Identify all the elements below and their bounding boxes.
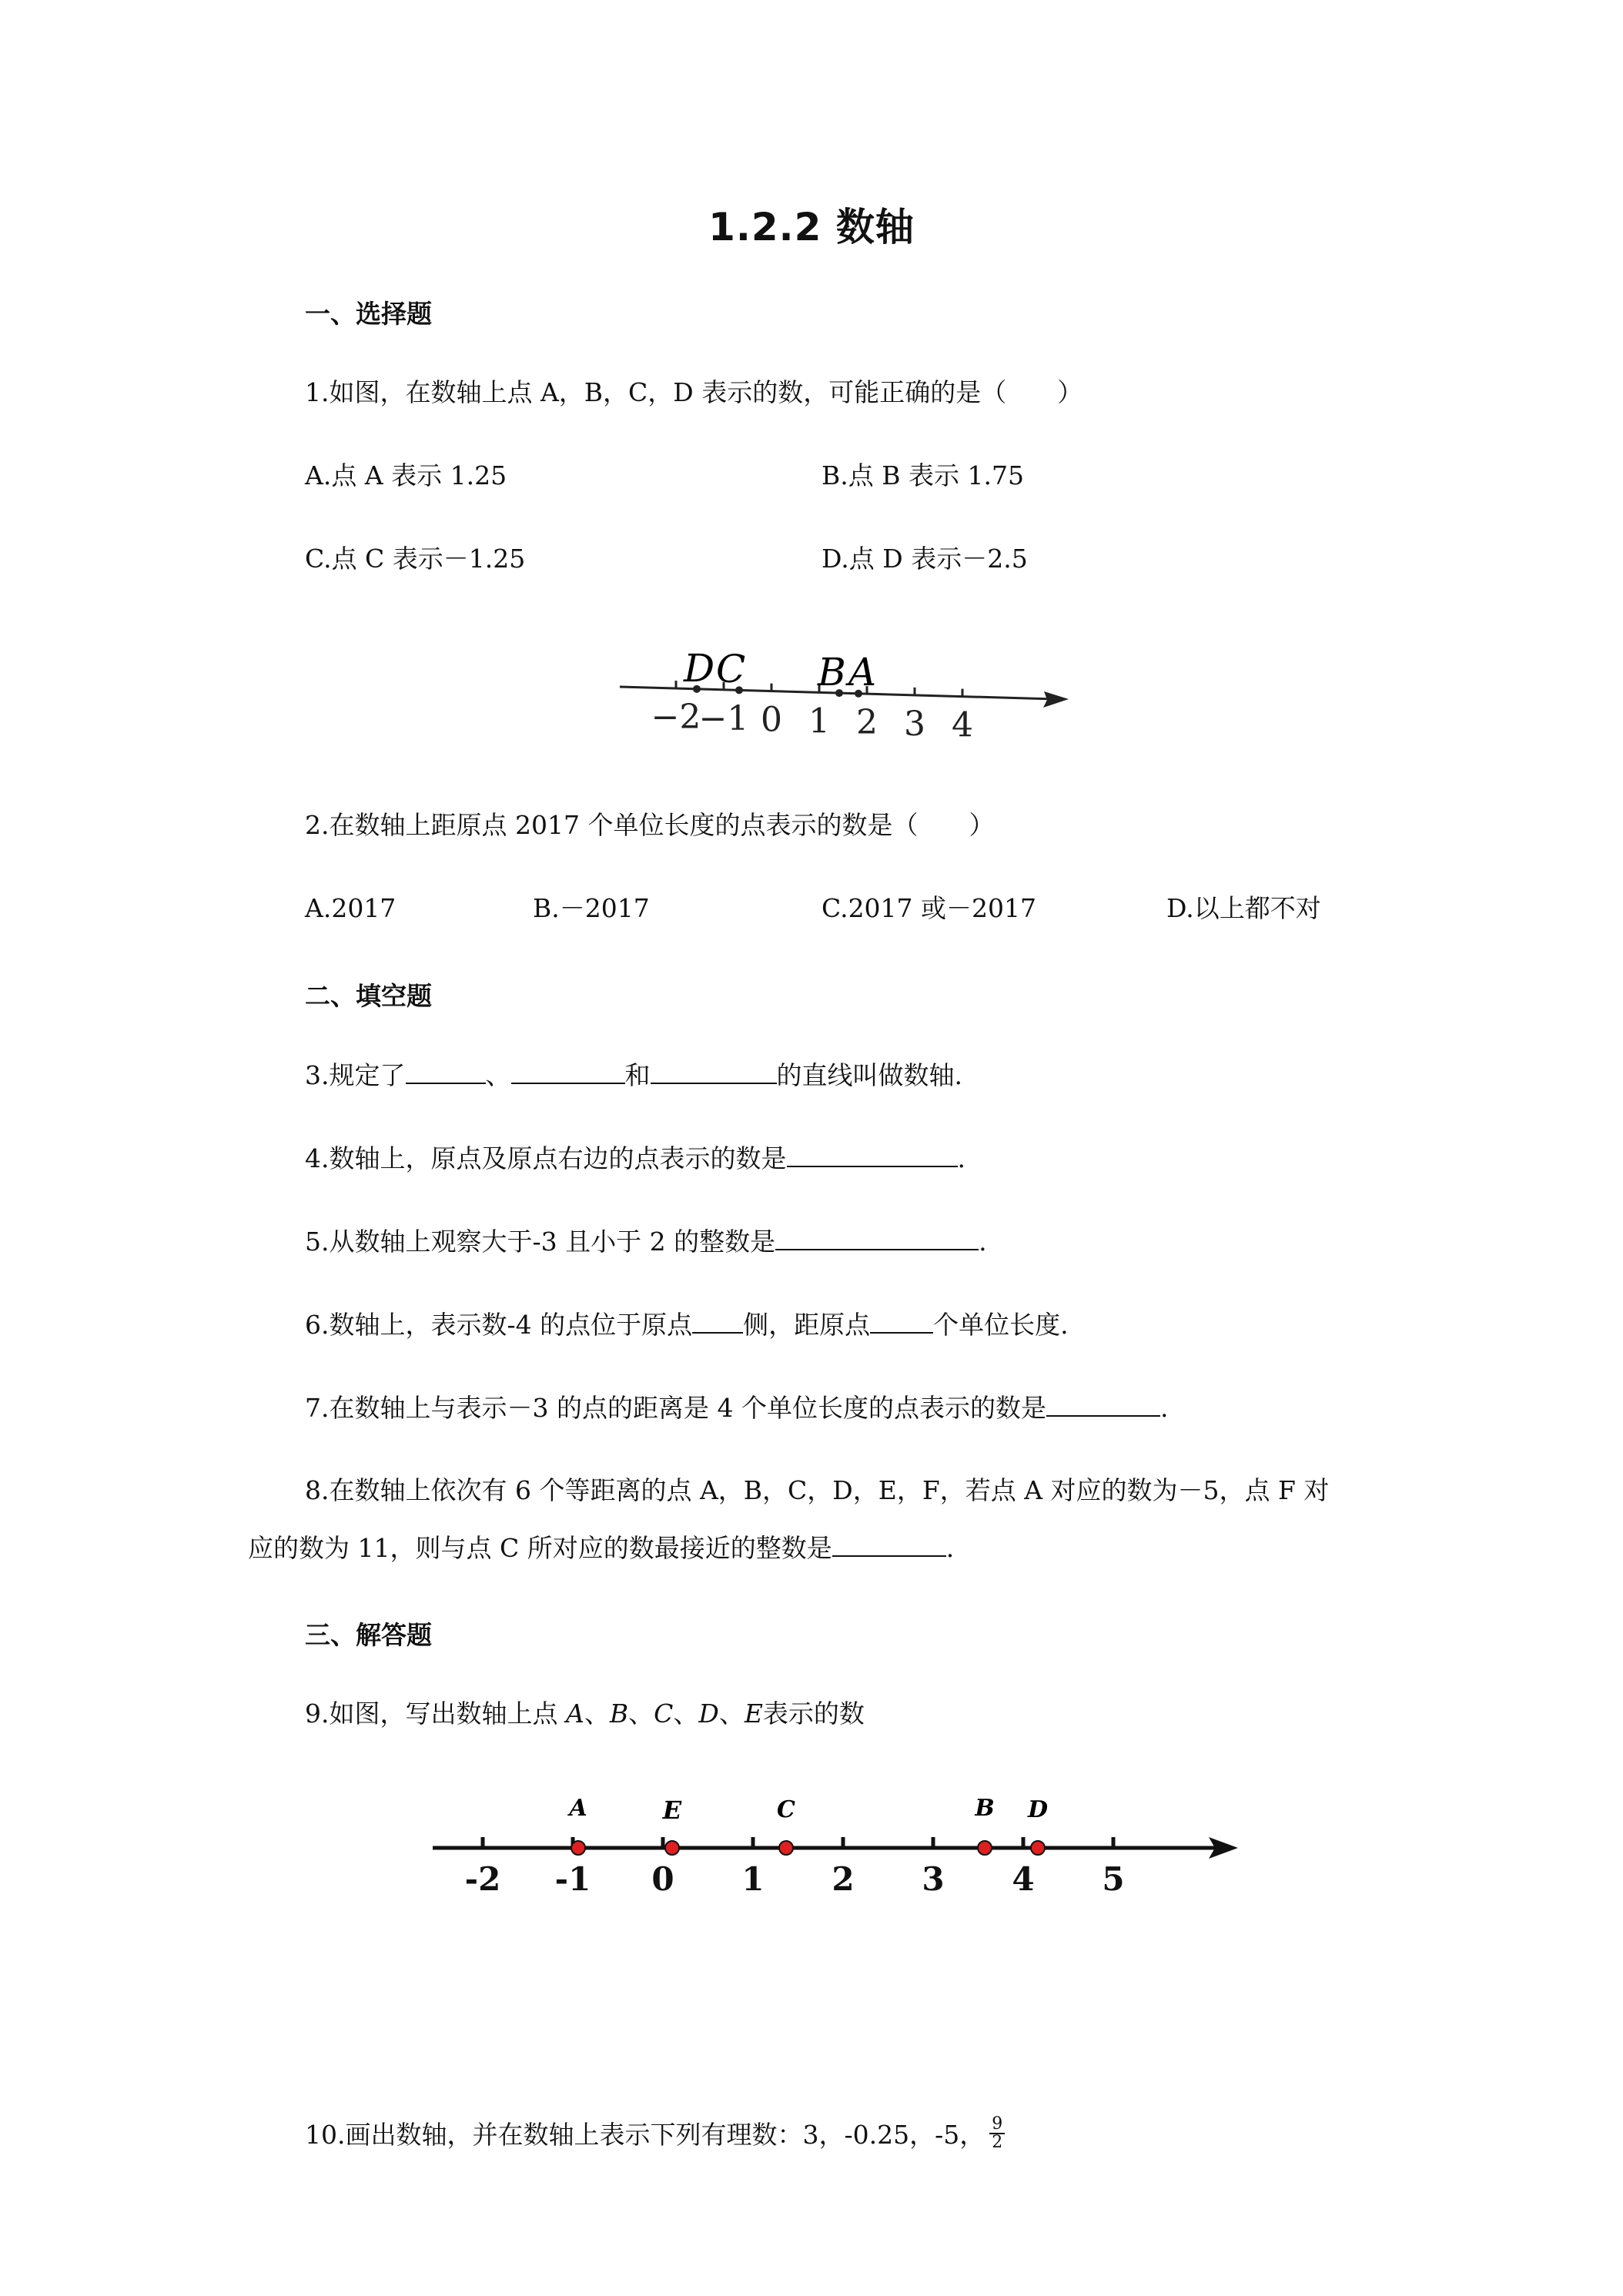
question-9-text-b: 表示的数: [762, 1699, 865, 1729]
question-9-stem: [305, 1699, 865, 1729]
fraction-numerator: 9: [989, 2116, 1005, 2134]
question-1-option-c: C.点 C 表示－1.25: [305, 544, 526, 574]
fraction-nine-halves: [989, 2116, 1005, 2151]
point-marker: [665, 1841, 679, 1855]
tick-label: 4: [952, 705, 973, 745]
question-9-point-a: A: [565, 1699, 584, 1729]
question-1-option-b: B.点 B 表示 1.75: [822, 460, 1024, 490]
question-1-stem: 1.如图，在数轴上点 A，B，C，D 表示的数，可能正确的是（ ）: [305, 377, 1083, 407]
answer-blank[interactable]: [870, 1309, 933, 1334]
point-marker: [779, 1841, 793, 1855]
answer-blank[interactable]: [406, 1059, 486, 1084]
question-10-text: 10.画出数轴，并在数轴上表示下列有理数：3，-0.25，-5，: [305, 2120, 986, 2150]
question-1-option-a: A.点 A 表示 1.25: [305, 460, 507, 490]
tick-label: 0: [651, 1860, 674, 1898]
tick-label: 3: [922, 1860, 945, 1898]
question-7-text-a: 7.在数轴上与表示－3 的点的距离是 4 个单位长度的点表示的数是: [305, 1393, 1046, 1423]
tick-label: -2: [464, 1860, 501, 1898]
section-heading-choice: 一、选择题: [305, 299, 432, 329]
question-9-sep: 、: [628, 1699, 654, 1729]
question-6-text-c: 个单位长度.: [933, 1310, 1069, 1340]
question-5-text-b: .: [979, 1227, 987, 1257]
question-6-text-b: 侧，距原点: [743, 1310, 871, 1340]
point-label-a: A: [569, 1795, 587, 1822]
question-5: [305, 1226, 987, 1257]
question-4-text-b: .: [957, 1143, 965, 1173]
point-label-d: D: [684, 646, 715, 691]
answer-blank[interactable]: [832, 1532, 946, 1557]
question-8-line-1: 8.在数轴上依次有 6 个等距离的点 A，B，C，D，E，F，若点 A 对应的数为－5，点 F 对: [305, 1475, 1330, 1505]
question-2-option-a: A.2017: [305, 893, 397, 923]
question-2-option-c: C.2017 或－2017: [822, 893, 1037, 923]
point-label-d: D: [1027, 1796, 1049, 1823]
answer-blank[interactable]: [1046, 1392, 1160, 1417]
question-6-text-a: 6.数轴上，表示数-4 的点位于原点: [305, 1310, 693, 1340]
question-3-text-c: 和: [624, 1060, 651, 1090]
tick-label: -1: [554, 1860, 591, 1898]
question-7: [305, 1392, 1168, 1424]
question-9-sep: 、: [584, 1699, 610, 1729]
point-marker: [1031, 1841, 1045, 1855]
point-label-b: B: [975, 1795, 995, 1822]
tick-label: 0: [761, 700, 782, 740]
tick-label: −2: [651, 698, 701, 738]
question-2-option-d: D.以上都不对: [1166, 893, 1321, 923]
question-8-line-2: [248, 1532, 954, 1564]
question-2-stem: 2.在数轴上距原点 2017 个单位长度的点表示的数是（ ）: [305, 810, 995, 840]
tick-label: 5: [1102, 1860, 1125, 1898]
question-3-text-b: 、: [485, 1060, 511, 1090]
answer-blank[interactable]: [511, 1059, 625, 1084]
question-3-text-a: 3.规定了: [305, 1060, 406, 1090]
question-8-text-b: .: [945, 1533, 955, 1563]
point-label-b: B: [818, 650, 846, 694]
fraction-denominator: 2: [992, 2133, 1003, 2152]
answer-blank[interactable]: [787, 1143, 958, 1167]
question-6: [305, 1309, 1069, 1340]
tick-label: 1: [808, 701, 830, 741]
question-3: [305, 1059, 962, 1091]
question-2-option-b: B.－2017: [533, 893, 650, 923]
point-label-c: C: [716, 647, 746, 691]
tick-label: 4: [1012, 1860, 1035, 1898]
question-3-text-d: 的直线叫做数轴.: [776, 1060, 962, 1090]
section-heading-fill: 二、填空题: [305, 981, 432, 1011]
point-label-e: E: [662, 1796, 682, 1825]
axis-arrow-icon: [1043, 691, 1069, 708]
answer-blank[interactable]: [692, 1309, 743, 1334]
question-9-sep: 、: [718, 1699, 745, 1729]
tick-label: 1: [741, 1860, 765, 1898]
page-title: 1.2.2 数轴: [708, 205, 915, 249]
question-4-text-a: 4.数轴上，原点及原点右边的点表示的数是: [305, 1143, 787, 1173]
tick-label: 3: [904, 704, 925, 744]
question-9-point-e: E: [744, 1699, 763, 1729]
question-4: [305, 1143, 965, 1174]
answer-blank[interactable]: [651, 1059, 777, 1084]
tick-label: 2: [832, 1860, 855, 1898]
section-heading-answer: 三、解答题: [305, 1620, 432, 1650]
tick-label: 2: [856, 703, 878, 743]
question-9-number-line-figure: [416, 1779, 1247, 1917]
question-9-text-a: 9.如图，写出数轴上点: [305, 1699, 566, 1729]
point-label-c: C: [777, 1796, 795, 1823]
tick-label: −1: [698, 698, 749, 738]
question-10-stem: [305, 2114, 1005, 2154]
answer-blank[interactable]: [775, 1226, 979, 1250]
question-9-point-d: D: [698, 1699, 719, 1729]
question-8-text-a: 应的数为 11，则与点 C 所对应的数最接近的整数是: [248, 1533, 832, 1563]
question-5-text-a: 5.从数轴上观察大于-3 且小于 2 的整数是: [305, 1227, 776, 1257]
question-9-point-c: C: [654, 1699, 674, 1729]
point-marker: [571, 1841, 585, 1855]
question-9-point-b: B: [609, 1699, 629, 1729]
point-marker: [978, 1841, 992, 1855]
question-9-sep: 、: [673, 1699, 699, 1729]
question-1-number-line-figure: [608, 631, 1086, 755]
point-label-a: A: [848, 650, 877, 694]
question-1-option-d: D.点 D 表示－2.5: [822, 544, 1028, 574]
question-7-text-b: .: [1160, 1393, 1169, 1423]
